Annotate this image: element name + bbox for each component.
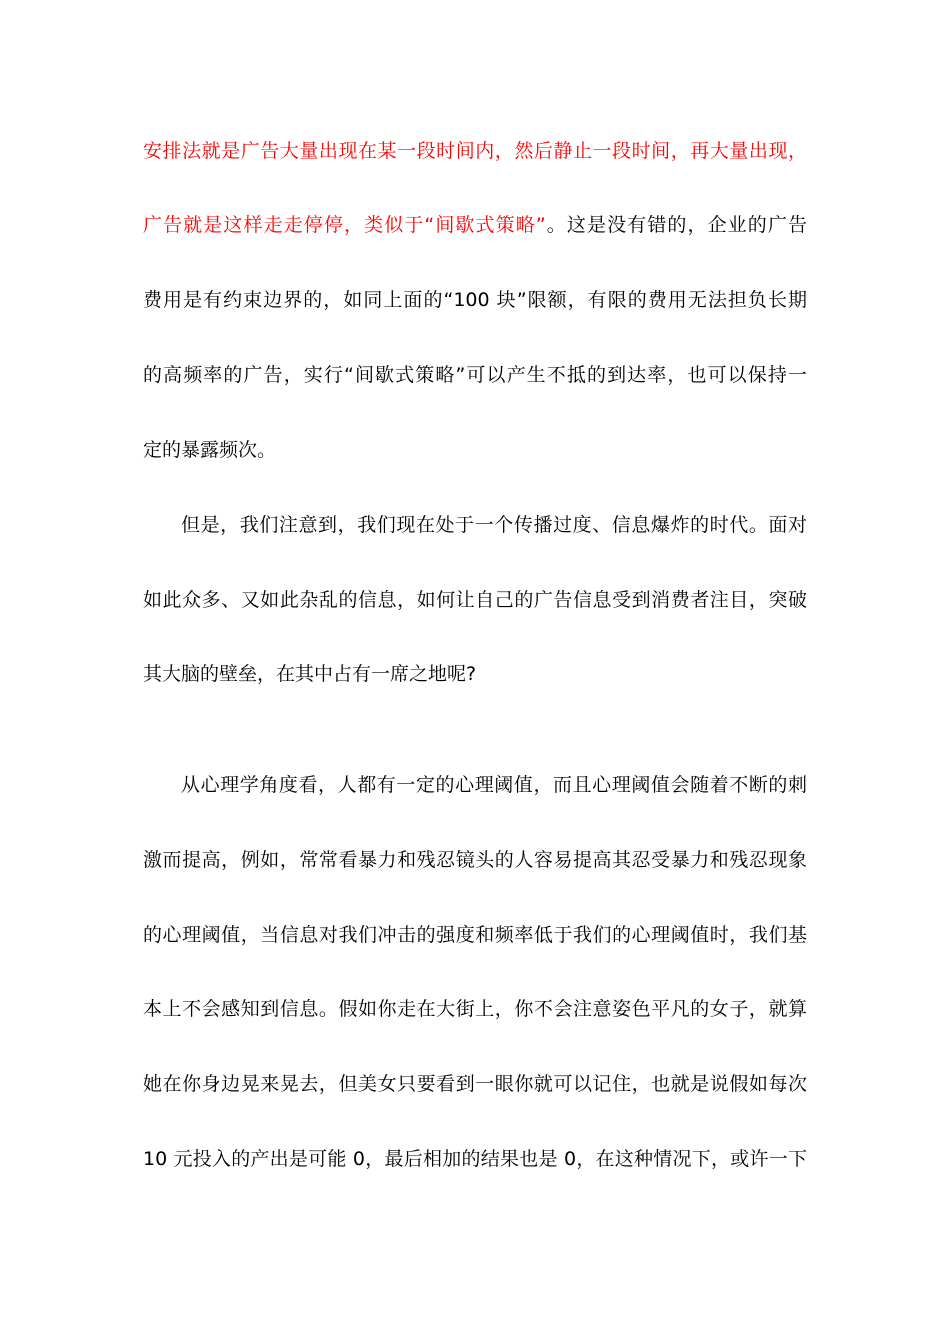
body-text: 从心理学角度看，人都有一定的心理阈值，而且心理阈值会随着不断的刺 <box>181 774 807 796</box>
body-text: 本上不会感知到信息。假如你走在大街上，你不会注意姿色平凡的女子，就算 <box>143 998 807 1020</box>
text-line-7 <box>143 585 807 615</box>
text-line-8 <box>143 659 807 689</box>
body-text: 。这是没有错的，企业的广告 <box>545 214 807 236</box>
text-line-11 <box>143 920 807 950</box>
text-line-9 <box>181 770 807 800</box>
body-text: 其大脑的壁垒，在其中占有一席之地呢? <box>143 663 477 685</box>
text-line-5 <box>143 435 807 465</box>
body-text: 的心理阈值，当信息对我们冲击的强度和频率低于我们的心理阈值时，我们基 <box>143 924 807 946</box>
text-line-12 <box>143 994 807 1024</box>
text-line-13 <box>143 1069 807 1099</box>
body-text: 激而提高，例如，常常看暴力和残忍镜头的人容易提高其忍受暴力和残忍现象 <box>143 849 807 871</box>
body-text: 10 元投入的产出是可能 0，最后相加的结果也是 0，在这种情况下，或许一下 <box>143 1148 807 1170</box>
body-text: 她在你身边晃来晃去，但美女只要看到一眼你就可以记住，也就是说假如每次 <box>143 1073 807 1095</box>
body-text: 如此众多、又如此杂乱的信息，如何让自己的广告信息受到消费者注目，突破 <box>143 589 807 611</box>
text-line-3 <box>143 285 807 315</box>
text-line-14 <box>143 1144 807 1174</box>
text-line-4 <box>143 360 807 390</box>
text-line-1 <box>143 136 807 166</box>
text-line-6 <box>181 510 807 540</box>
body-text: 费用是有约束边界的，如同上面的“100 块”限额，有限的费用无法担负长期 <box>143 289 807 311</box>
highlighted-text: 安排法就是广告大量出现在某一段时间内，然后静止一段时间，再大量出现， <box>143 140 807 162</box>
body-text: 定的暴露频次。 <box>143 439 277 461</box>
body-text: 但是，我们注意到，我们现在处于一个传播过度、信息爆炸的时代。面对 <box>181 514 807 536</box>
text-line-2 <box>143 210 807 240</box>
text-line-10 <box>143 845 807 875</box>
body-text: 的高频率的广告，实行“间歇式策略”可以产生不抵的到达率，也可以保持一 <box>143 364 807 386</box>
highlighted-text: 广告就是这样走走停停，类似于“间歇式策略” <box>143 214 546 236</box>
